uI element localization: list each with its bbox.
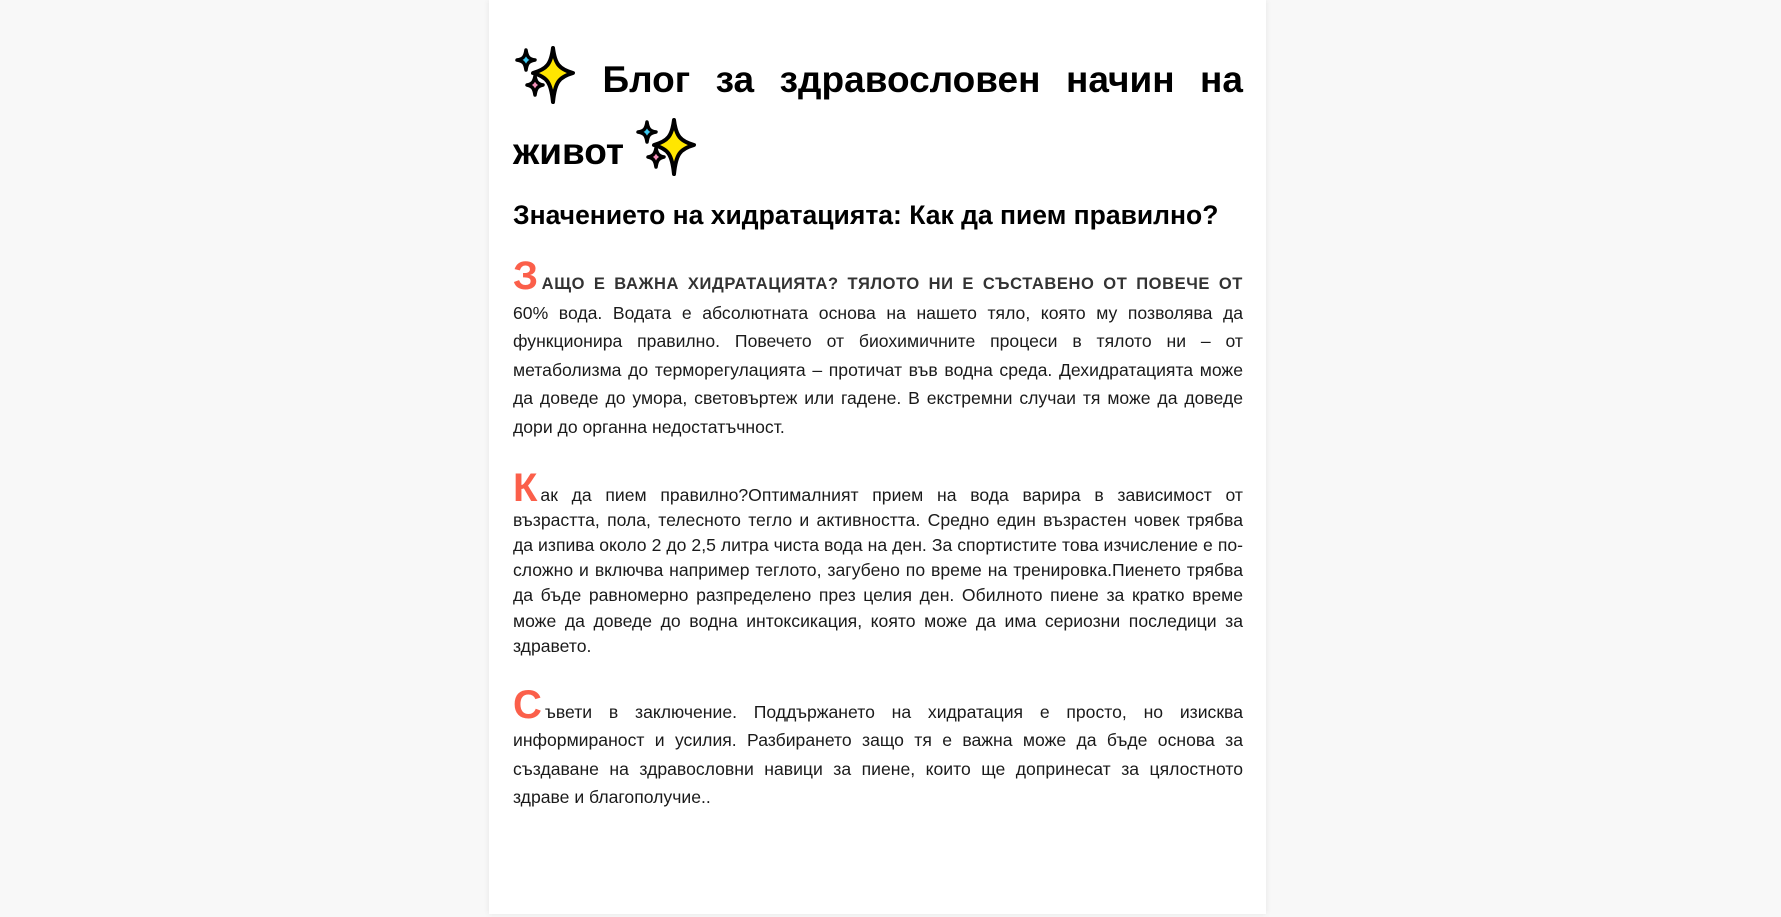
sparkles-icon bbox=[634, 116, 698, 178]
paragraph-text: ак да пием правилно?Оптималният прием на вода варира в зависимост от възрастта, пола, телесното тегло и активността. Средно един възрастен човек трябва да изпива около 2 до 2,5 литра чиста вода на ден. За спортистите това изчисление е по-сложно и включва например теглото, загубено по време на тренировка.Пиенето трябва да бъде равномерно разпределено през целия ден. Обилното пиене за кратко време може да доведе до водна интоксикация, която може да има сериозни последици за здравето. bbox=[513, 484, 1243, 656]
post-title: Значението на хидратацията: Как да пием правилно? bbox=[513, 200, 1219, 230]
blog-title-text-1: Блог за здравословен начин на bbox=[602, 59, 1243, 100]
drop-cap: З bbox=[513, 254, 539, 298]
blog-title-line-2 bbox=[513, 116, 1243, 188]
paragraph-text: ъвети в заключение. Поддържането на хидратация е просто, но изисква информираност и усилия. Разбирането защо тя е важна може да бъде основа за създаване на здравословни навици за пиене, които ще допринесат за цялостното здраве и благополучие.. bbox=[513, 701, 1243, 808]
paragraph-how-to-drink bbox=[513, 465, 1243, 659]
paragraph-why-hydration bbox=[513, 254, 1243, 442]
paragraph-conclusion bbox=[513, 682, 1243, 812]
sparkles-icon bbox=[513, 44, 577, 106]
blog-title bbox=[513, 0, 1243, 188]
blog-title-line-1 bbox=[513, 44, 1243, 116]
post-body bbox=[513, 254, 1243, 812]
blog-title-text-2: живот bbox=[513, 131, 625, 172]
paragraph-text: АЩО Е ВАЖНА ХИДРАТАЦИЯТА? ТЯЛОТО НИ Е СЪСТАВЕНО ОТ ПОВЕЧЕ ОТ60% вода. Водата е абсолютната основа на нашето тяло, която му позволява да функционира правилно. Повечето от биохимичните процеси в тялото ни – от метаболизма до терморегулацията – протичат във водна среда. Дехидратацията може да доведе до умора, световъртеж или гадене. В екстремни случаи тя може да доведе дори до органна недостатъчност. bbox=[513, 275, 1243, 437]
blog-card bbox=[489, 0, 1266, 914]
drop-cap: К bbox=[513, 465, 538, 510]
drop-cap: С bbox=[513, 682, 542, 727]
